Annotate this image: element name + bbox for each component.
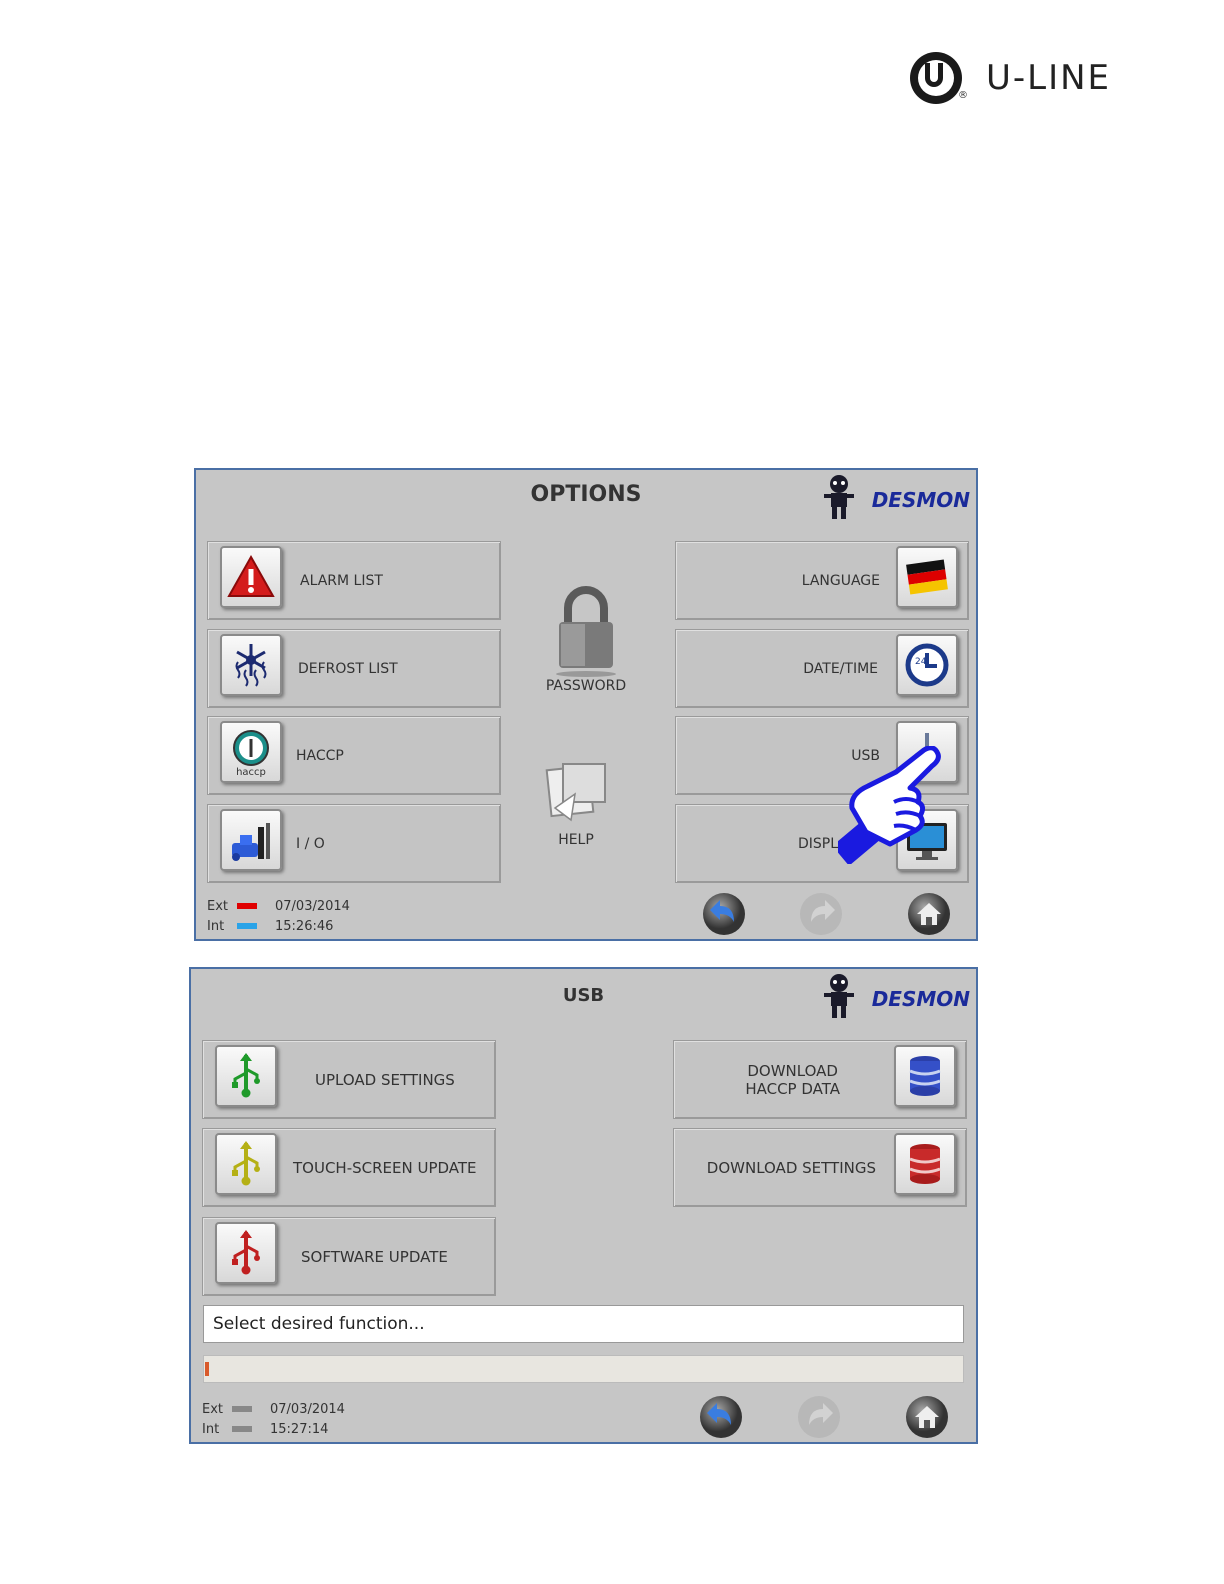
desmon-logo	[820, 474, 970, 524]
uline-logo	[910, 52, 1150, 108]
language-button[interactable]	[675, 541, 969, 620]
clock-24-icon	[896, 634, 958, 696]
haccp-button[interactable]	[207, 716, 501, 795]
usb-green-icon	[215, 1045, 277, 1107]
defrost-list-button[interactable]	[207, 629, 501, 708]
software-update-button[interactable]	[202, 1217, 496, 1296]
uline-logo-mark-icon	[910, 52, 962, 104]
desmon-brand-text: DESMON	[871, 488, 970, 512]
usb-screen	[189, 967, 978, 1444]
usb-label: USB	[851, 747, 880, 764]
download-haccp-data-button[interactable]	[673, 1040, 967, 1119]
int-label: Int	[202, 1421, 220, 1437]
haccp-icon-text: haccp	[236, 767, 266, 777]
date-time-label: DATE/TIME	[803, 660, 878, 677]
defrost-list-label: DEFROST LIST	[298, 660, 398, 677]
forward-icon[interactable]	[799, 892, 843, 936]
status-time: 15:27:14	[270, 1421, 329, 1437]
clock-24-text: 24	[915, 657, 927, 667]
alarm-warning-icon	[220, 546, 282, 608]
database-red-icon	[894, 1133, 956, 1195]
status-date: 07/03/2014	[270, 1401, 345, 1417]
desmon-logo	[820, 973, 970, 1023]
options-screen	[194, 468, 978, 941]
page-title: OPTIONS	[530, 482, 642, 507]
help-document-icon	[541, 758, 611, 828]
home-icon[interactable]	[905, 1395, 949, 1439]
pointing-hand-icon	[838, 746, 948, 864]
page-title: USB	[562, 985, 605, 1006]
touch-screen-update-label: TOUCH-SCREEN UPDATE	[293, 1158, 477, 1177]
message-field: Select desired function...	[203, 1305, 964, 1343]
german-flag-icon	[896, 546, 958, 608]
status-date: 07/03/2014	[275, 898, 350, 914]
password-label: PASSWORD	[545, 678, 627, 694]
padlock-icon	[551, 582, 621, 678]
alarm-list-label: ALARM LIST	[300, 572, 383, 589]
io-button[interactable]	[207, 804, 501, 883]
ext-swatch	[232, 1406, 252, 1412]
download-haccp-line1: DOWNLOAD	[747, 1061, 838, 1080]
download-settings-label: DOWNLOAD SETTINGS	[706, 1158, 876, 1177]
status-panel	[202, 1399, 345, 1439]
help-button[interactable]	[531, 758, 621, 848]
back-icon[interactable]	[699, 1395, 743, 1439]
int-swatch	[237, 923, 257, 929]
software-update-label: SOFTWARE UPDATE	[301, 1247, 448, 1266]
haccp-label: HACCP	[296, 747, 344, 764]
download-haccp-data-label	[745, 1041, 840, 1118]
io-label: I / O	[296, 835, 325, 852]
status-time: 15:26:46	[275, 918, 334, 934]
ext-label: Ext	[207, 898, 229, 914]
desmon-mascot-icon	[820, 973, 858, 1019]
int-swatch	[232, 1426, 252, 1432]
int-label: Int	[207, 918, 225, 934]
usb-red-icon	[215, 1222, 277, 1284]
display-label: DISPL	[797, 835, 838, 852]
home-icon[interactable]	[907, 892, 951, 936]
alarm-list-button[interactable]	[207, 541, 501, 620]
download-settings-button[interactable]	[673, 1128, 967, 1207]
usb-yellow-icon	[215, 1133, 277, 1195]
database-blue-icon	[894, 1045, 956, 1107]
upload-settings-label: UPLOAD SETTINGS	[315, 1070, 455, 1089]
progress-bar	[203, 1355, 964, 1383]
back-icon[interactable]	[702, 892, 746, 936]
registered-mark: ®	[958, 90, 968, 101]
desmon-mascot-icon	[820, 474, 858, 520]
desmon-brand-text: DESMON	[871, 987, 970, 1011]
io-hardware-icon	[220, 809, 282, 871]
forward-icon[interactable]	[797, 1395, 841, 1439]
progress-fill	[205, 1362, 209, 1376]
touch-screen-update-button[interactable]	[202, 1128, 496, 1207]
upload-settings-button[interactable]	[202, 1040, 496, 1119]
date-time-button[interactable]	[675, 629, 969, 708]
defrost-snowflake-icon	[220, 634, 282, 696]
help-label: HELP	[558, 832, 594, 848]
ext-label: Ext	[202, 1401, 224, 1417]
password-button[interactable]	[526, 582, 646, 694]
language-label: LANGUAGE	[801, 572, 880, 589]
ext-swatch	[237, 903, 257, 909]
haccp-icon	[220, 721, 282, 783]
status-panel	[207, 896, 350, 936]
download-haccp-line2: HACCP DATA	[745, 1079, 840, 1098]
uline-logo-text: U-LINE	[986, 58, 1112, 98]
